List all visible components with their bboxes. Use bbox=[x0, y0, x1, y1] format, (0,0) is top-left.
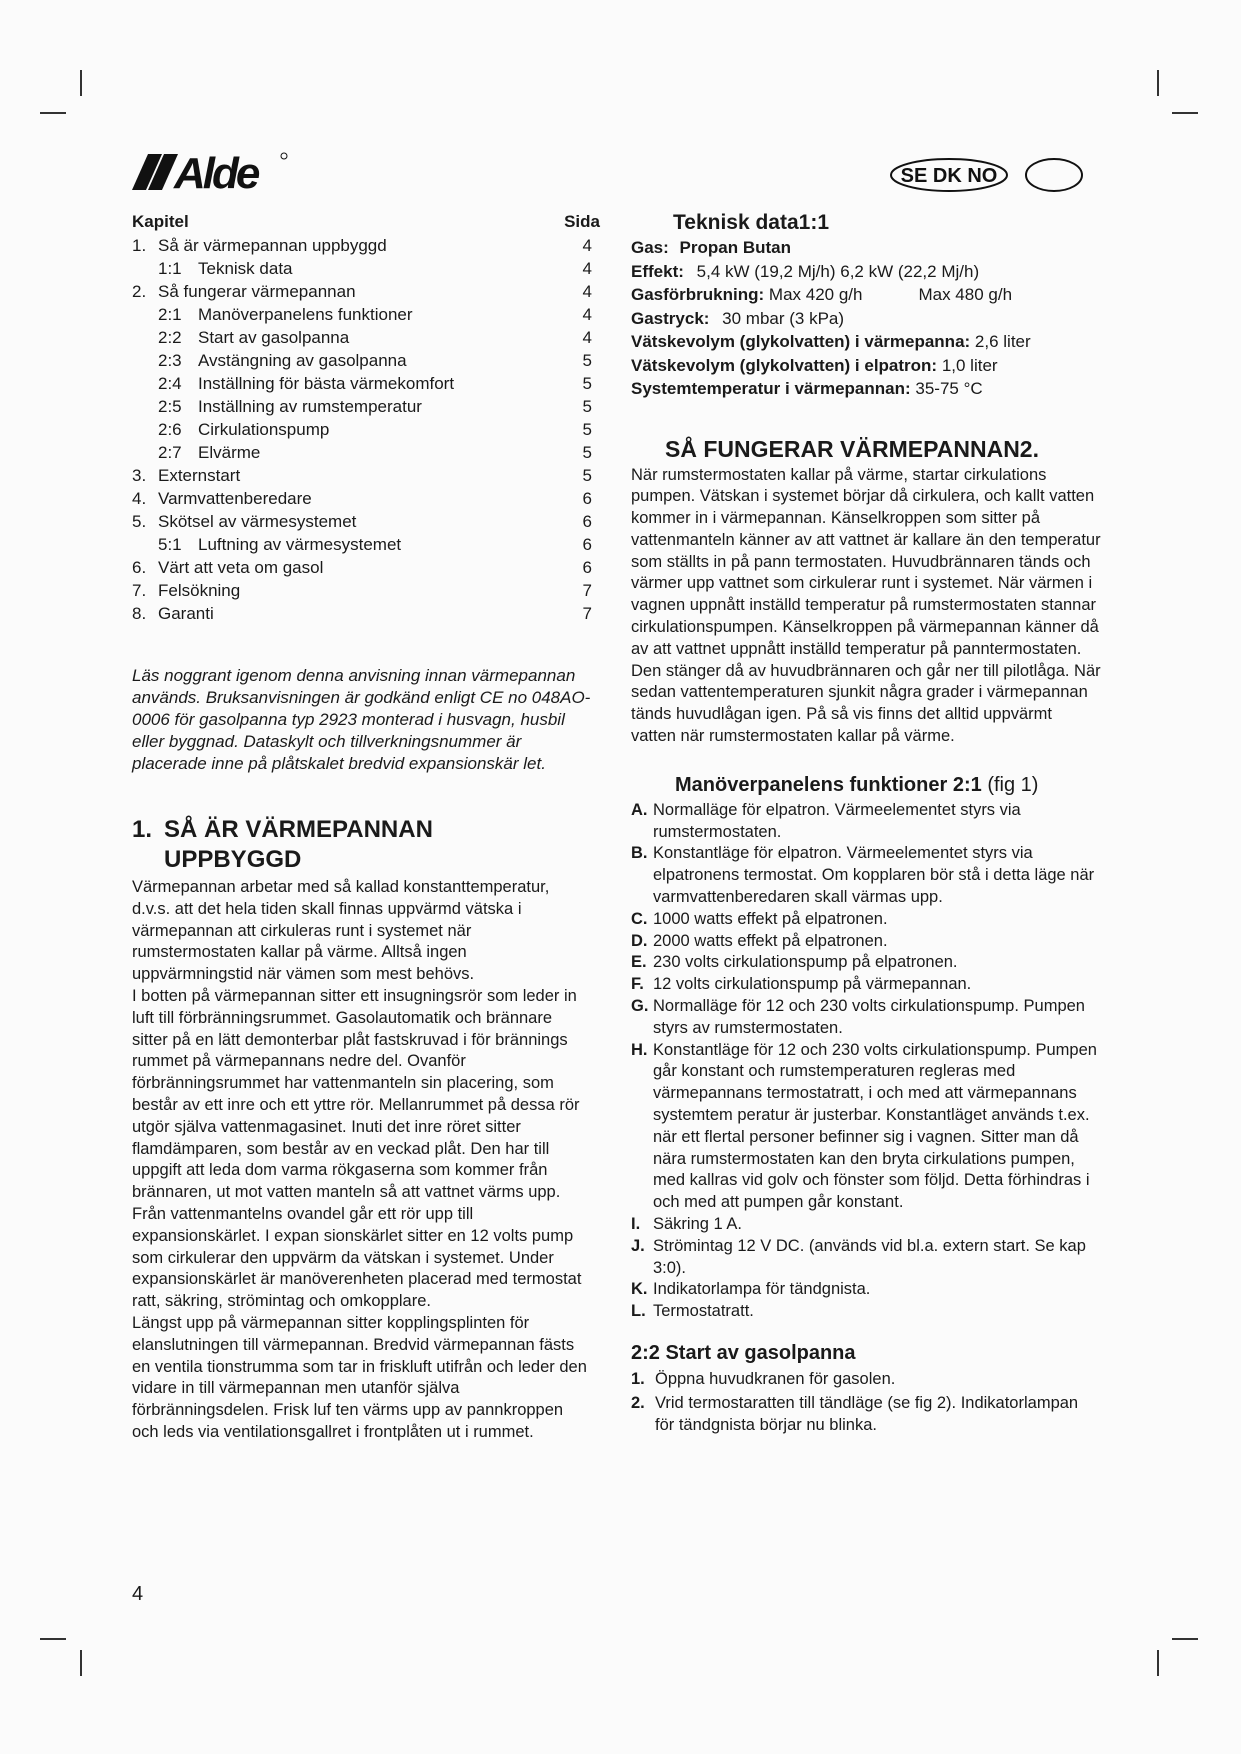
panel-function-item bbox=[631, 1214, 1101, 1236]
toc-page: 6 bbox=[582, 558, 592, 577]
panel-function-key: B. bbox=[631, 844, 648, 863]
start-step-list bbox=[631, 1369, 1101, 1436]
toc-row bbox=[132, 533, 592, 556]
toc-page: 4 bbox=[582, 282, 592, 301]
toc-number: 1. bbox=[132, 236, 147, 255]
toc-page: 6 bbox=[582, 489, 592, 508]
intro-note: Läs noggrant igenom denna anvisning innan värmepannan används. Bruksanvisningen är godkänd enligt CE no 048AO-0006 för gasolpanna typ 2923 monterad i husvagn, husbil eller byggnad. Dataskylt och tillverkningsnummer är placerade inne på plåtskalet bredvid expansionskär let. bbox=[132, 666, 591, 773]
crop-mark bbox=[1172, 1638, 1198, 1640]
toc-page: 5 bbox=[582, 466, 592, 485]
toc-row bbox=[132, 579, 592, 602]
tech-pressure: Gastryck: 30 mbar (3 kPa) bbox=[631, 308, 845, 328]
panel-function-key: L. bbox=[631, 1302, 646, 1321]
language-codes: SE DK NO bbox=[900, 165, 998, 187]
panel-function-key: E. bbox=[631, 953, 647, 972]
toc-row bbox=[132, 349, 592, 372]
logo-wordmark: Alde bbox=[174, 150, 258, 192]
panel-function-key: H. bbox=[631, 1040, 648, 1059]
toc-number: 2:7 bbox=[158, 443, 182, 462]
section-2-heading: SÅ FUNGERAR VÄRMEPANNAN2. bbox=[665, 435, 1039, 462]
toc-row bbox=[132, 395, 592, 418]
toc-header bbox=[132, 210, 600, 234]
toc-row bbox=[132, 326, 592, 349]
toc-title: Så är värmepannan uppbyggd bbox=[158, 236, 387, 255]
toc-title: Inställning av rumstemperatur bbox=[198, 397, 422, 416]
section-1-heading: 1. SÅ ÄR VÄRMEPANNAN UPPBYGGD bbox=[132, 816, 433, 873]
toc-number: 2:3 bbox=[158, 351, 182, 370]
crop-mark bbox=[80, 70, 82, 96]
panel-functions-heading: Manöverpanelens funktioner 2:1 (fig 1) bbox=[675, 773, 1039, 796]
toc-number: 2:2 bbox=[158, 328, 182, 347]
toc-title: Värt att veta om gasol bbox=[158, 558, 324, 577]
panel-function-key: J. bbox=[631, 1236, 645, 1255]
tech-data-title: Teknisk data1:1 bbox=[673, 211, 830, 234]
toc-row bbox=[132, 487, 592, 510]
toc-number: 2:4 bbox=[158, 374, 182, 393]
panel-function-item bbox=[631, 931, 1101, 953]
panel-function-key: C. bbox=[631, 909, 648, 928]
toc-row bbox=[132, 441, 592, 464]
toc-title: Externstart bbox=[158, 466, 241, 485]
crop-mark bbox=[40, 112, 66, 114]
panel-function-text: 12 volts cirkulationspump på värmepannan. bbox=[653, 975, 972, 994]
left-column bbox=[132, 210, 600, 1444]
toc-number: 5:1 bbox=[158, 535, 182, 554]
panel-function-item bbox=[631, 1301, 1101, 1323]
toc-row bbox=[132, 372, 592, 395]
right-column bbox=[631, 210, 1101, 1438]
toc-title: Inställning för bästa värmekomfort bbox=[198, 374, 455, 393]
toc-title: Avstängning av gasolpanna bbox=[198, 351, 407, 370]
panel-function-key: I. bbox=[631, 1215, 641, 1233]
toc-row bbox=[132, 234, 592, 257]
toc-number: 7. bbox=[132, 581, 147, 600]
panel-function-item bbox=[631, 952, 1101, 974]
panel-function-text: Normalläge för 12 och 230 volts cirkulationspump. Pumpen styrs av rumstermostaten. bbox=[653, 997, 1085, 1037]
crop-mark bbox=[1157, 1650, 1159, 1676]
toc-number: 5. bbox=[132, 512, 147, 531]
toc-page: 5 bbox=[582, 397, 592, 416]
toc-row bbox=[132, 510, 592, 533]
language-badges bbox=[889, 156, 1084, 199]
toc-row bbox=[132, 418, 592, 441]
toc-title: Garanti bbox=[158, 604, 214, 623]
tech-volume-element: Vätskevolym (glykolvatten) i elpatron: 1,0 liter bbox=[631, 355, 998, 375]
toc-row bbox=[132, 602, 592, 625]
crop-mark bbox=[1157, 70, 1159, 96]
toc-title: Cirkulationspump bbox=[198, 420, 330, 439]
panel-function-item bbox=[631, 909, 1101, 931]
toc-number: 8. bbox=[132, 604, 147, 623]
toc-title: Luftning av värmesystemet bbox=[198, 535, 402, 554]
panel-function-item bbox=[631, 974, 1101, 996]
start-step-number: 2. bbox=[631, 1393, 645, 1412]
crop-mark bbox=[1172, 112, 1198, 114]
panel-function-item bbox=[631, 1236, 1101, 1280]
toc-row bbox=[132, 257, 592, 280]
panel-function-key: K. bbox=[631, 1280, 648, 1299]
toc-number: 3. bbox=[132, 466, 147, 485]
toc-heading-page: Sida bbox=[564, 212, 600, 231]
section-1-paragraph: Värmepannan arbetar med så kallad konstanttemperatur, d.v.s. att det hela tiden skall finnas uppvärmd vätska i värmepannan att cirkuleras runt i systemet när rumstermostaten kallar på värme. Alltså ingen uppvärmningstid när vämen som mest behövs. bbox=[132, 878, 550, 984]
toc-number: 4. bbox=[132, 489, 147, 508]
section-1-paragraph: Längst upp på värmepannan sitter kopplingsplinten för elanslutningen till värmepannan. Bredvid värmepannan fästs en ventila tionstrumma som tar in friskluft utifrån och leder den vidare in till värmepannan men utanför själva förbränningsdelen. Frisk luf ten värms upp av pannkroppen och leds via ventilationsgallret i frontplåten ut i rummet. bbox=[132, 1313, 587, 1441]
panel-function-key: G. bbox=[631, 997, 649, 1016]
toc-number: 2. bbox=[132, 282, 147, 301]
tech-consumption: Gasförbrukning: Max 420 g/h Max 480 g/h bbox=[631, 285, 1013, 304]
toc-title: Start av gasolpanna bbox=[198, 328, 350, 347]
toc-page: 7 bbox=[582, 581, 592, 600]
toc-row bbox=[132, 464, 592, 487]
toc-title: Felsökning bbox=[158, 581, 241, 600]
toc-number: 2:6 bbox=[158, 420, 182, 439]
panel-function-text: Strömintag 12 V DC. (används vid bl.a. extern start. Se kap 3:0). bbox=[653, 1236, 1086, 1277]
panel-function-text: 2000 watts effekt på elpatronen. bbox=[653, 931, 888, 950]
panel-function-item bbox=[631, 843, 1101, 908]
toc-page: 5 bbox=[582, 351, 592, 370]
panel-function-text: Indikatorlampa för tändgnista. bbox=[653, 1280, 871, 1299]
tech-effekt: Effekt: 5,4 kW (19,2 Mj/h) 6,2 kW (22,2 Mj/h) bbox=[631, 261, 980, 281]
toc-page: 4 bbox=[582, 328, 592, 347]
toc-page: 6 bbox=[582, 512, 592, 531]
panel-function-item bbox=[631, 800, 1101, 844]
start-step bbox=[631, 1393, 1101, 1437]
panel-function-text: Konstantläge för elpatron. Värmeelementet styrs via elpatronens termostat. Om kopplaren bör stå i detta läge när varmvattenberedaren skall värmas upp. bbox=[653, 844, 1095, 907]
page-number: 4 bbox=[132, 1583, 144, 1605]
toc-page: 5 bbox=[582, 374, 592, 393]
toc-page: 5 bbox=[582, 443, 592, 462]
toc-number: 2:5 bbox=[158, 397, 182, 416]
panel-function-key: F. bbox=[631, 975, 644, 994]
section-1-paragraph: I botten på värmepannan sitter ett insugningsrör som leder in luft till förbränningsrummet. Gasolautomatik och brännare sitter på en lätt demonterbar plåt fastskruvad i för brännings rummet på värmepannans nedre del. Ovanför förbränningsrummet har vattenmanteln sin placering, som består av ett inre och ett yttre rör. Mellanrummet på dessa rör utgör själva vattenmagasinet. Inuti det inre röret sitter flamdämparen, som består av en veckad plåt. Den har till uppgift att leda dom varma rökgaserna som kommer från brännaren, ut mot vatten manteln så att vattnet värms upp. Från vattenmantelns ovandel går ett rör upp till expansionskärlet. I expan sionskärlet sitter en 12 volts pump som cirkulerar den uppvärm da vätskan i systemet. Under expansionskärlet är manöverenheten placerad med termostat ratt, säkring, strömintag och omkopplare. bbox=[132, 986, 582, 1311]
start-step-text: Öppna huvudkranen för gasolen. bbox=[655, 1369, 896, 1388]
crop-mark bbox=[40, 1638, 66, 1640]
tech-system-temp: Systemtemperatur i värmepannan: 35-75 °C bbox=[631, 379, 983, 398]
toc-title: Skötsel av värmesystemet bbox=[158, 512, 357, 531]
toc-page: 4 bbox=[582, 305, 592, 324]
toc-title: Teknisk data bbox=[198, 259, 293, 278]
toc-page: 7 bbox=[582, 604, 592, 623]
panel-function-text: Normalläge för elpatron. Värmeelementet styrs via rumstermostaten. bbox=[653, 800, 1021, 841]
toc-title: Varmvattenberedare bbox=[158, 489, 312, 508]
toc-heading-chapter: Kapitel bbox=[132, 212, 189, 231]
toc-title: Elvärme bbox=[198, 443, 261, 462]
panel-function-key: A. bbox=[631, 800, 648, 819]
toc-number: 6. bbox=[132, 558, 147, 577]
panel-function-text: 230 volts cirkulationspump på elpatronen. bbox=[653, 953, 958, 972]
section-2-paragraph: När rumstermostaten kallar på värme, startar cirkulations pumpen. Vätskan i systemet börjar då cirkulera, och kallt vatten kommer in i värmepannan. Känselkroppen som sitter på vattenmanteln känner av att vattnet är kallare än den temperatur som ställts in på pann termostaten. Huvudbrännaren tänds och värmer upp vattnet som cirkulerar runt i systemet. När värmen i vagnen uppnått inställd temperatur på rumstermostaten stannar cirkulationspumpen. Känselkroppen på värmepannan känner då av att vattnet uppnått inställd temperatur på panntermostaten. Den stänger då av huvudbrännaren och går ner till pilotlåga. När sedan vattentemperaturen sjunkit några grader i värmepannan tänds huvudlågan igen. På så vis finns det alltid uppvärmt vatten när rumstermostaten kallar på värme. bbox=[631, 465, 1101, 746]
toc-page: 4 bbox=[582, 259, 592, 278]
start-step-text: Vrid termostaratten till tändläge (se fig 2). Indikatorlampan för tändgnista börjar nu blinka. bbox=[655, 1393, 1079, 1434]
panel-function-key: D. bbox=[631, 931, 648, 950]
tech-gas: Gas: Propan Butan bbox=[631, 238, 791, 257]
toc-row bbox=[132, 556, 592, 579]
alde-logo bbox=[132, 150, 292, 197]
crop-mark bbox=[80, 1650, 82, 1676]
panel-function-text: Säkring 1 A. bbox=[653, 1215, 742, 1233]
panel-function-item bbox=[631, 1279, 1101, 1301]
toc-number: 2:1 bbox=[158, 305, 182, 324]
toc-page: 6 bbox=[582, 535, 592, 554]
panel-function-item bbox=[631, 1040, 1101, 1214]
table-of-contents bbox=[132, 234, 592, 625]
start-step bbox=[631, 1369, 1101, 1391]
panel-function-text: 1000 watts effekt på elpatronen. bbox=[653, 909, 888, 928]
toc-title: Så fungerar värmepannan bbox=[158, 282, 356, 301]
toc-title: Manöverpanelens funktioner bbox=[198, 305, 413, 324]
toc-number: 1:1 bbox=[158, 259, 182, 278]
start-step-number: 1. bbox=[631, 1369, 645, 1388]
toc-page: 5 bbox=[582, 420, 592, 439]
start-heading: 2:2 Start av gasolpanna bbox=[631, 1341, 856, 1364]
panel-function-list bbox=[631, 800, 1101, 1323]
toc-row bbox=[132, 280, 592, 303]
panel-function-text: Konstantläge för 12 och 230 volts cirkulationspump. Pumpen går konstant och rumstemperaturen regleras med värmepannans termostatratt, i och med att värmepannans systemtem peratur är justerbar. Konstantläget används t.ex. när ett flertal personer befinner sig i vagnen. Sitter man då nära rumstermostaten kan den bryta cirkulations pumpen, med kallras vid golv och fönster som följd. Detta förhindras i och med att pumpen går konstant. bbox=[653, 1040, 1097, 1212]
panel-function-text: Termostatratt. bbox=[653, 1302, 754, 1321]
toc-page: 4 bbox=[582, 236, 592, 255]
tech-volume-boiler: Vätskevolym (glykolvatten) i värmepanna: 2,6 liter bbox=[631, 332, 1031, 351]
panel-function-item bbox=[631, 996, 1101, 1040]
toc-row bbox=[132, 303, 592, 326]
